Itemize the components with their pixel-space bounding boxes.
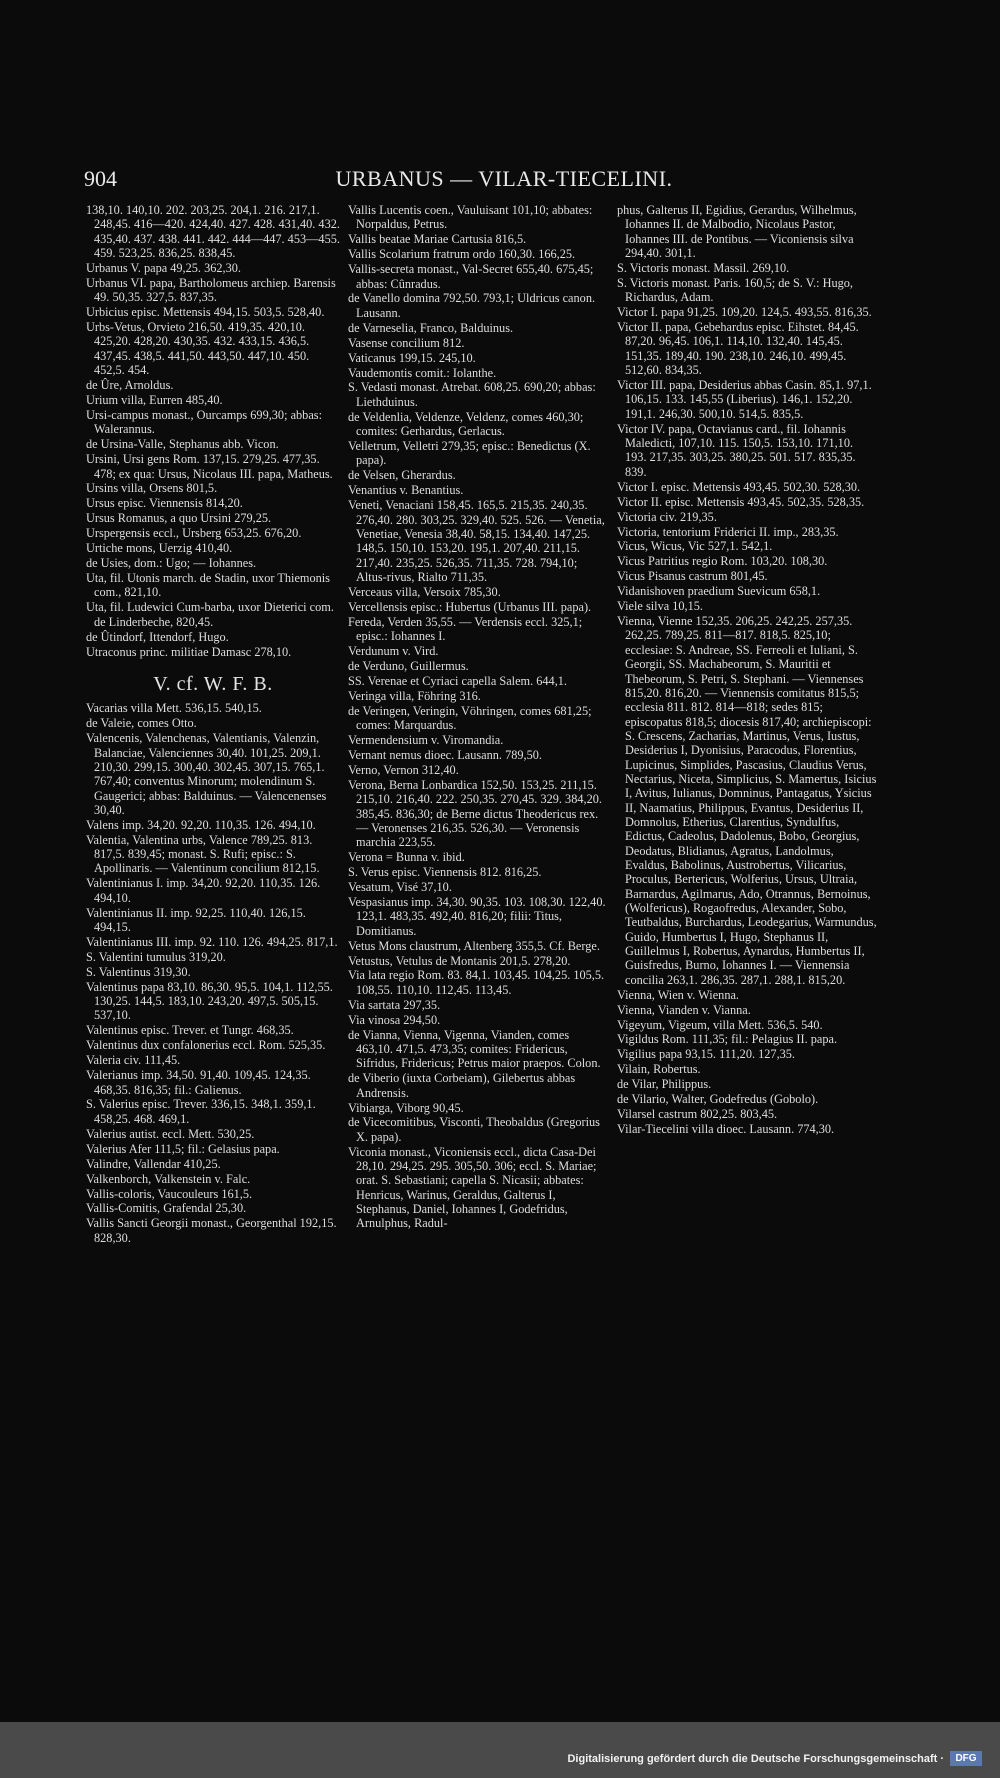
- index-entry: S. Victoris monast. Massil. 269,10.: [617, 260, 790, 275]
- page-number: 904: [84, 166, 117, 191]
- index-entry: Vienna, Vienne 152,35. 206,25. 242,25. 257,35. 262,25. 789,25. 811—817. 818,5. 825,10; ecclesiae: S. Andreae, SS. Ferreoli et Iuliani, S. Georgii, SS. Machabeorum, S. Mauritii et Thebeorum, S. Petri, S. Stephani. — Viennenses 815,20. 816,20. — Viennensis comitatus 815,5; ecclesia 811. 812. 814—818; sedes 815; episcopatus 818,5; diocesis 817,40; archiepiscopi: S. Crescens, Zacharias, Martinus, Verus, Iustus, Desiderius I, Dyonisius, Paracodus, Florentius, Lupicinus, Simplides, Pascasius, Claudius Verus, Nectarius, Niceta, Simplicius, S. Mamertus, Isicius I, Avitus, Iulianus, Domninus, Pantagatus, Ysicius II, Naamatius, Philippus, Evantus, Desiderius II, Domnolus, Etherius, Clarentius, Syndulfus, Edictus, Cadeolus, Dadolenus, Bobo, Georgius, Deodatus, Blidianus, Agratus, Landolmus, Evaldus, Babolinus, Austrobertus, Vilicarius, Proculus, Bertericus, Wolferius, Ursus, Ultraia, Barnardus, Agilmarus, Ado, Otrannus, Bernoinus, (Wolfericus), Rogaofredus, Alexander, Sobo, Teutbaldus, Burchardus, Leodegarius, Warmundus, Guido, Humbertus I, Hugo, Stephanus II, Guillelmus I, Robertus, Aynardus, Humbertus II, Guisfredus, Burno, Iohannes I. — Viennensia concilia 263,1. 286,35. 287,1. 288,1. 815,20.: [617, 614, 877, 987]
- running-title: URBANUS — VILAR-TIECELINI.: [335, 166, 673, 191]
- index-entry: S. Valentini tumulus 319,20.: [86, 949, 226, 964]
- index-entry: Valeria civ. 111,45.: [86, 1053, 181, 1068]
- index-entry: Valentia, Valentina urbs, Valence 789,25. 813. 817,5. 839,45; monast. S. Rufi; episc.: S. Apollinaris. — Valentinum concilium 812,15.: [86, 832, 320, 876]
- index-entry: phus, Galterus II, Egidius, Gerardus, Wilhelmus, Iohannes II. de Malbodio, Nicolaus Pastor, Iohannes III. de Pontibus. — Viconiensis silva 294,40. 301,1.: [617, 203, 857, 261]
- index-entry: SS. Verenae et Cyriaci capella Salem. 644,1.: [348, 673, 568, 688]
- index-entry: Victor II. episc. Mettensis 493,45. 502,35. 528,35.: [617, 494, 865, 509]
- index-entry: Fereda, Verden 35,55. — Verdensis eccl. 325,1; episc.: Iohannes I.: [348, 614, 583, 644]
- index-entry: S. Valentinus 319,30.: [86, 964, 191, 979]
- column-3-entries: [617, 203, 877, 1136]
- index-entry: Ursins villa, Orsens 801,5.: [86, 481, 218, 496]
- index-entry: de Vilario, Walter, Godefredus (Gobolo).: [617, 1092, 819, 1107]
- page-header: [84, 166, 924, 194]
- index-entry: Ursi-campus monast., Ourcamps 699,30; abbas: Walerannus.: [86, 407, 322, 437]
- index-entry: de Verduno, Guillermus.: [348, 658, 469, 673]
- index-entry: Vercellensis episc.: Hubertus (Urbanus III. papa).: [348, 599, 592, 614]
- index-entry: de Veringen, Veringin, Vöhringen, comes 681,25; comes: Marquardus.: [348, 703, 592, 733]
- index-entry: de Velsen, Gherardus.: [348, 468, 456, 483]
- index-entry: Ursini, Ursi gens Rom. 137,15. 279,25. 477,35. 478; ex qua: Ursus, Nicolaus III. papa, Matheus.: [86, 452, 333, 481]
- index-entry: Valentinianus III. imp. 92. 110. 126. 494,25. 817,1.: [86, 934, 338, 949]
- index-entry: Velletrum, Velletri 279,35; episc.: Benedictus (X. papa).: [348, 439, 591, 468]
- index-entry: Valerius Afer 111,5; fil.: Gelasius papa.: [86, 1141, 280, 1156]
- index-entry: Verno, Vernon 312,40.: [348, 762, 459, 777]
- index-entry: Valentinianus II. imp. 92,25. 110,40. 126,15. 494,15.: [86, 905, 306, 934]
- digitization-footer: [0, 1722, 1000, 1778]
- index-entry: Via lata regio Rom. 83. 84,1. 103,45. 104,25. 105,5. 108,55. 110,10. 112,45. 113,45.: [348, 968, 605, 997]
- index-entry: de Ûtindorf, Ittendorf, Hugo.: [86, 629, 229, 644]
- dfg-logo: DFG: [950, 1751, 982, 1766]
- index-entry: Vallis-Comitis, Grafendal 25,30.: [86, 1201, 247, 1216]
- index-entry: Ursus episc. Viennensis 814,20.: [86, 496, 243, 511]
- index-entry: Vaticanus 199,15. 245,10.: [348, 350, 476, 365]
- index-entry: Vilarsel castrum 802,25. 803,45.: [617, 1107, 778, 1122]
- index-entry: S. Verus episc. Viennensis 812. 816,25.: [348, 865, 542, 880]
- index-entry: Vigildus Rom. 111,35; fil.: Pelagius II. papa.: [617, 1032, 838, 1047]
- index-entry: Venantius v. Benantius.: [348, 483, 464, 498]
- column-2-entries: [348, 203, 607, 1231]
- index-entry: Vallis Lucentis coen., Vauluisant 101,10; abbates: Norpaldus, Petrus.: [348, 203, 593, 232]
- index-entry: Vasense concilium 812.: [348, 335, 465, 350]
- index-entry: Valindre, Vallendar 410,25.: [86, 1156, 221, 1171]
- index-entry: Vacarias villa Mett. 536,15. 540,15.: [86, 701, 262, 716]
- index-entry: Vetustus, Vetulus de Montanis 201,5. 278,20.: [348, 953, 571, 968]
- index-entry: Urbicius episc. Mettensis 494,15. 503,5. 528,40.: [86, 305, 325, 320]
- index-entry: Vallis Sancti Georgii monast., Georgenthal 192,15. 828,30.: [86, 1216, 337, 1245]
- index-entry: de Veldenlia, Veldenze, Veldenz, comes 460,30; comites: Gerhardus, Gerlacus.: [348, 409, 584, 439]
- index-entry: Viele silva 10,15.: [617, 599, 704, 614]
- index-entry: Verona = Bunna v. ibid.: [348, 850, 465, 865]
- index-entry: Vetus Mons claustrum, Altenberg 355,5. Cf. Berge.: [348, 938, 600, 953]
- index-entry: Valkenborch, Valkenstein v. Falc.: [86, 1171, 251, 1186]
- index-entry: Vallis-secreta monast., Val-Secret 655,40. 675,45; abbas: Cûnradus.: [348, 262, 594, 291]
- index-entry: de Viberio (iuxta Corbeiam), Gilebertus abbas Andrensis.: [348, 1071, 576, 1100]
- index-entry: Victor II. papa, Gebehardus episc. Eihstet. 84,45. 87,20. 96,45. 106,1. 114,10. 132,40. 145,45. 151,35. 189,40. 190. 238,10. 246,10. 499,45. 512,60. 834,35.: [617, 320, 859, 378]
- index-column-2: [348, 203, 607, 1231]
- index-entry: Uta, fil. Ludewici Cum-barba, uxor Dieterici com. de Linderbeche, 820,45.: [86, 600, 334, 629]
- index-entry: Verdunum v. Vird.: [348, 644, 439, 658]
- index-entry: Vilar-Tiecelini villa dioec. Lausann. 774,30.: [617, 1122, 835, 1137]
- index-entry: Vigilius papa 93,15. 111,20. 127,35.: [617, 1047, 796, 1062]
- index-entry: Vienna, Vianden v. Vianna.: [617, 1002, 751, 1017]
- index-entry: Verona, Berna Lonbardica 152,50. 153,25. 211,15. 215,10. 216,40. 222. 250,35. 270,45. 329. 384,20. 385,45. 836,30; de Berne dictus Theodericus rex. — Veronenses 216,35. 526,30. — Veronensis marchia 223,55.: [348, 777, 602, 850]
- index-entry: Victor I. episc. Mettensis 493,45. 502,30. 528,30.: [617, 479, 861, 494]
- index-entry: Veneti, Venaciani 158,45. 165,5. 215,35. 240,35. 276,40. 280. 303,25. 329,40. 525. 526. — Venetia, Venetiae, Venesia 38,40. 58,15. 134,40. 147,25. 148,5. 150,10. 153,20. 195,1. 207,40. 211,15. 217,40. 235,25. 526,35. 711,35. 728. 794,10; Altus-rivus, Rialto 711,35.: [348, 498, 605, 584]
- index-entry: Urbanus V. papa 49,25. 362,30.: [86, 260, 241, 275]
- index-entry: de Usies, dom.: Ugo; — Iohannes.: [86, 556, 257, 571]
- index-entry: Urbanus VI. papa, Bartholomeus archiep. Barensis 49. 50,35. 327,5. 837,35.: [86, 275, 336, 305]
- index-entry: S. Victoris monast. Paris. 160,5; de S. V.: Hugo, Richardus, Adam.: [617, 275, 853, 305]
- index-entry: Vespasianus imp. 34,30. 90,35. 103. 108,30. 122,40. 123,1. 483,35. 492,40. 816,20; filii: Titus, Domitianus.: [348, 894, 606, 938]
- index-entry: Utraconus princ. militiae Damasc 278,10.: [86, 644, 292, 659]
- index-entry: Victoria, tentorium Friderici II. imp., 283,35.: [617, 524, 839, 539]
- index-entry: Vermendensium v. Viromandia.: [348, 733, 504, 748]
- index-entry: Victoria civ. 219,35.: [617, 509, 717, 524]
- index-entry: Verceaus villa, Versoix 785,30.: [348, 584, 501, 599]
- index-entry: de Vanello domina 792,50. 793,1; Uldricus canon. Lausann.: [348, 291, 596, 320]
- index-entry: Valens imp. 34,20. 92,20. 110,35. 126. 494,10.: [86, 817, 316, 832]
- index-entry: Vicus, Wicus, Vic 527,1. 542,1.: [617, 539, 773, 554]
- index-entry: Valerianus imp. 34,50. 91,40. 109,45. 124,35. 468,35. 816,35; fil.: Galienus.: [86, 1068, 311, 1097]
- index-entry: de Ursina-Valle, Stephanus abb. Vicon.: [86, 437, 279, 452]
- index-entry: Valerius autist. eccl. Mett. 530,25.: [86, 1126, 255, 1141]
- index-entry: Victor I. papa 91,25. 109,20. 124,5. 493,55. 816,35.: [617, 305, 872, 320]
- index-entry: Vigeyum, Vigeum, villa Mett. 536,5. 540.: [617, 1017, 823, 1032]
- index-entry: Vilain, Robertus.: [617, 1062, 701, 1077]
- index-entry: Vesatum, Visé 37,10.: [348, 880, 452, 895]
- index-entry: Via sartata 297,35.: [348, 997, 441, 1012]
- index-entry: de Vicecomitibus, Visconti, Theobaldus (Gregorius X. papa).: [348, 1115, 600, 1144]
- index-entry: de Varneselia, Franco, Balduinus.: [348, 320, 514, 335]
- index-entry: Vernant nemus dioec. Lausann. 789,50.: [348, 747, 542, 762]
- section-heading: V. cf. W. F. B.: [153, 672, 273, 695]
- index-entry: Victor IV. papa, Octavianus card., fil. Iohannis Maledicti, 107,10. 115. 150,5. 153,10. 171,10. 193. 217,35. 303,25. 380,25. 501. 517. 835,35. 839.: [617, 421, 856, 479]
- index-entry: Uta, fil. Utonis march. de Stadin, uxor Thiemonis com., 821,10.: [86, 571, 330, 600]
- index-entry: Vibiarga, Viborg 90,45.: [348, 1100, 464, 1115]
- index-entry: Urspergensis eccl., Ursberg 653,25. 676,20.: [86, 526, 302, 541]
- index-entry: Vallis Scolarium fratrum ordo 160,30. 166,25.: [348, 247, 576, 262]
- index-entry: de Ûre, Arnoldus.: [86, 378, 174, 393]
- index-entry: de Vilar, Philippus.: [617, 1077, 712, 1092]
- index-entry: Valentinus dux confalonerius eccl. Rom. 525,35.: [86, 1038, 326, 1053]
- index-entry: Vallis-coloris, Vaucouleurs 161,5.: [86, 1186, 253, 1201]
- index-entry: Valencenis, Valenchenas, Valentianis, Valenzin, Balanciae, Valenciennes 30,40. 101,25. 209,1. 210,30. 299,15. 300,40. 302,45. 307,15. 765,1. 767,40; conventus Minorum; molendinum S. Gaugerici; abbas: Balduinus. — Valencenenses 30,40.: [86, 731, 327, 817]
- index-entry: Ursus Romanus, a quo Ursini 279,25.: [86, 511, 272, 526]
- column-1-lower-entries: [86, 701, 340, 1245]
- index-entry: de Valeie, comes Otto.: [86, 716, 197, 731]
- index-entry: Urtiche mons, Uerzig 410,40.: [86, 541, 233, 556]
- index-entry: Victor III. papa, Desiderius abbas Casin. 85,1. 97,1. 106,15. 133. 145,55 (Liberius). 146,1. 152,20. 191,1. 246,30. 500,10. 514,5. 835,5.: [617, 378, 872, 421]
- funding-notice: Digitalisierung gefördert durch die Deutsche Forschungsgemeinschaft ·: [567, 1753, 944, 1765]
- index-column-3: [617, 203, 877, 1137]
- index-entry: Valentinianus I. imp. 34,20. 92,20. 110,35. 126. 494,10.: [86, 876, 321, 905]
- index-column-1: [86, 203, 340, 1246]
- index-entry: Veringa villa, Föhring 316.: [348, 688, 481, 703]
- index-entry: Vicus Patritius regio Rom. 103,20. 108,30.: [617, 554, 828, 569]
- index-entry: de Vianna, Vienna, Vigenna, Vianden, comes 463,10. 471,5. 473,35; comites: Fridericus, Sifridus, Fridericus; Petrus maior praepos. Colon.: [348, 1027, 601, 1071]
- index-entry: Vidanishoven praedium Suevicum 658,1.: [617, 584, 821, 599]
- index-entry: 138,10. 140,10. 202. 203,25. 204,1. 216. 217,1. 248,45. 416—420. 424,40. 427. 428. 431,40. 432. 435,40. 437. 438. 441. 442. 444—447. 453—455. 459. 523,25. 836,25. 838,45.: [86, 203, 340, 261]
- column-1-upper-entries: [86, 203, 340, 659]
- index-entry: Viconia monast., Viconiensis eccl., dicta Casa-Dei 28,10. 294,25. 295. 305,50. 306; eccl. S. Mariae; orat. S. Sebastiani; capella S. Nicasii; abbates: Henricus, Warinus, Geraldus, Galterus I, Stephanus, Daniel, Iohannes I, Godefridus, Arnulphus, Radul-: [348, 1144, 597, 1231]
- index-entry: Valentinus episc. Trever. et Tungr. 468,35.: [86, 1023, 294, 1038]
- index-entry: Vicus Pisanus castrum 801,45.: [617, 569, 768, 584]
- index-entry: S. Vedasti monast. Atrebat. 608,25. 690,20; abbas: Liethduinus.: [348, 380, 596, 409]
- index-entry: Vallis beatae Mariae Cartusia 816,5.: [348, 232, 527, 247]
- index-entry: S. Valerius episc. Trever. 336,15. 348,1. 359,1. 458,25. 468. 469,1.: [86, 1097, 316, 1126]
- index-entry: Urium villa, Eurren 485,40.: [86, 393, 223, 408]
- index-entry: Urbs-Vetus, Orvieto 216,50. 419,35. 420,10. 425,20. 428,20. 430,35. 432. 433,15. 436,5. 437,45. 438,5. 441,50. 443,50. 447,10. 450. 452,5. 454.: [86, 320, 310, 378]
- index-entry: Vienna, Wien v. Wienna.: [617, 987, 740, 1002]
- index-entry: Vaudemontis comit.: Iolanthe.: [348, 365, 497, 380]
- index-entry: Via vinosa 294,50.: [348, 1012, 441, 1027]
- index-entry: Valentinus papa 83,10. 86,30. 95,5. 104,1. 112,55. 130,25. 144,5. 183,10. 243,20. 497,5. 505,15. 537,10.: [86, 979, 333, 1023]
